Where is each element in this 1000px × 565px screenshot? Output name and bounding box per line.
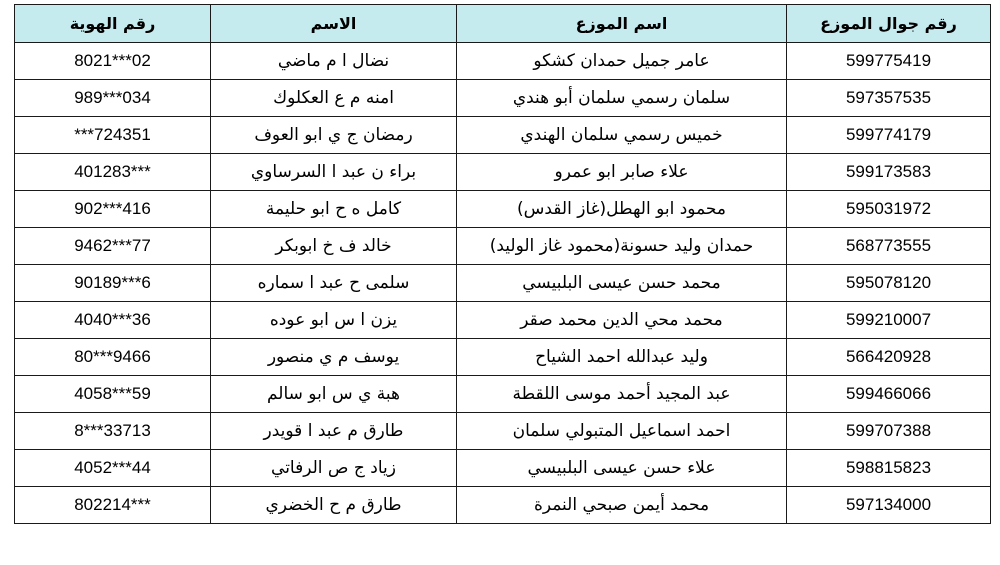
cell-name: طارق م ح الخضري bbox=[211, 487, 457, 524]
cell-id-number: ***724351 bbox=[15, 117, 211, 154]
table-row bbox=[15, 191, 991, 228]
cell-name: نضال ا م ماضي bbox=[211, 43, 457, 80]
cell-distributor-name: حمدان وليد حسونة(محمود غاز الوليد) bbox=[457, 228, 787, 265]
header-row bbox=[15, 5, 991, 43]
cell-id-number: 902***416 bbox=[15, 191, 211, 228]
distributors-table bbox=[14, 4, 991, 524]
table-row bbox=[15, 43, 991, 80]
cell-name: سلمى ح عبد ا سماره bbox=[211, 265, 457, 302]
cell-name: يوسف م ي منصور bbox=[211, 339, 457, 376]
cell-id-number: 401283*** bbox=[15, 154, 211, 191]
table-row bbox=[15, 339, 991, 376]
table-row bbox=[15, 265, 991, 302]
cell-phone: 595031972 bbox=[787, 191, 991, 228]
table-row bbox=[15, 376, 991, 413]
cell-id-number: 802214*** bbox=[15, 487, 211, 524]
cell-phone: 597357535 bbox=[787, 80, 991, 117]
cell-id-number: 80***9466 bbox=[15, 339, 211, 376]
cell-phone: 599707388 bbox=[787, 413, 991, 450]
cell-distributor-name: عبد المجيد أحمد موسى اللقطة bbox=[457, 376, 787, 413]
cell-id-number: 90189***6 bbox=[15, 265, 211, 302]
cell-phone: 599466066 bbox=[787, 376, 991, 413]
cell-distributor-name: سلمان رسمي سلمان أبو هندي bbox=[457, 80, 787, 117]
cell-name: طارق م عبد ا قويدر bbox=[211, 413, 457, 450]
cell-name: خالد ف خ ابوبكر bbox=[211, 228, 457, 265]
cell-name: كامل ه ح ابو حليمة bbox=[211, 191, 457, 228]
table-header bbox=[15, 5, 991, 43]
header-phone: رقم جوال الموزع bbox=[787, 5, 991, 43]
cell-distributor-name: احمد اسماعيل المتبولي سلمان bbox=[457, 413, 787, 450]
header-name: الاسم bbox=[211, 5, 457, 43]
cell-id-number: 4058***59 bbox=[15, 376, 211, 413]
table-row bbox=[15, 228, 991, 265]
cell-id-number: 4040***36 bbox=[15, 302, 211, 339]
cell-distributor-name: محمد محي الدين محمد صقر bbox=[457, 302, 787, 339]
table-body bbox=[15, 43, 991, 524]
cell-id-number: 8021***02 bbox=[15, 43, 211, 80]
cell-phone: 598815823 bbox=[787, 450, 991, 487]
cell-name: زياد ج ص الرفاتي bbox=[211, 450, 457, 487]
cell-id-number: 989***034 bbox=[15, 80, 211, 117]
cell-distributor-name: علاء حسن عيسى البلبيسي bbox=[457, 450, 787, 487]
cell-distributor-name: خميس رسمي سلمان الهندي bbox=[457, 117, 787, 154]
cell-distributor-name: محمود ابو الهطل(غاز القدس) bbox=[457, 191, 787, 228]
cell-phone: 599774179 bbox=[787, 117, 991, 154]
cell-phone: 597134000 bbox=[787, 487, 991, 524]
cell-distributor-name: عامر جميل حمدان كشكو bbox=[457, 43, 787, 80]
cell-id-number: 9462***77 bbox=[15, 228, 211, 265]
table-row bbox=[15, 413, 991, 450]
cell-phone: 599173583 bbox=[787, 154, 991, 191]
header-id-number: رقم الهوية bbox=[15, 5, 211, 43]
cell-phone: 566420928 bbox=[787, 339, 991, 376]
header-distributor-name: اسم الموزع bbox=[457, 5, 787, 43]
cell-id-number: 8***33713 bbox=[15, 413, 211, 450]
cell-distributor-name: محمد حسن عيسى البلبيسي bbox=[457, 265, 787, 302]
table-row bbox=[15, 487, 991, 524]
table-row bbox=[15, 154, 991, 191]
cell-name: امنه م ع العكلوك bbox=[211, 80, 457, 117]
cell-phone: 595078120 bbox=[787, 265, 991, 302]
cell-name: يزن ا س ابو عوده bbox=[211, 302, 457, 339]
cell-name: براء ن عبد ا السرساوي bbox=[211, 154, 457, 191]
cell-name: رمضان ج ي ابو العوف bbox=[211, 117, 457, 154]
cell-distributor-name: محمد أيمن صبحي النمرة bbox=[457, 487, 787, 524]
cell-distributor-name: وليد عبدالله احمد الشياح bbox=[457, 339, 787, 376]
table-row bbox=[15, 450, 991, 487]
table-row bbox=[15, 302, 991, 339]
table-row bbox=[15, 80, 991, 117]
table-row bbox=[15, 117, 991, 154]
cell-name: هبة ي س ابو سالم bbox=[211, 376, 457, 413]
cell-id-number: 4052***44 bbox=[15, 450, 211, 487]
cell-distributor-name: علاء صابر ابو عمرو bbox=[457, 154, 787, 191]
cell-phone: 599210007 bbox=[787, 302, 991, 339]
cell-phone: 599775419 bbox=[787, 43, 991, 80]
cell-phone: 568773555 bbox=[787, 228, 991, 265]
